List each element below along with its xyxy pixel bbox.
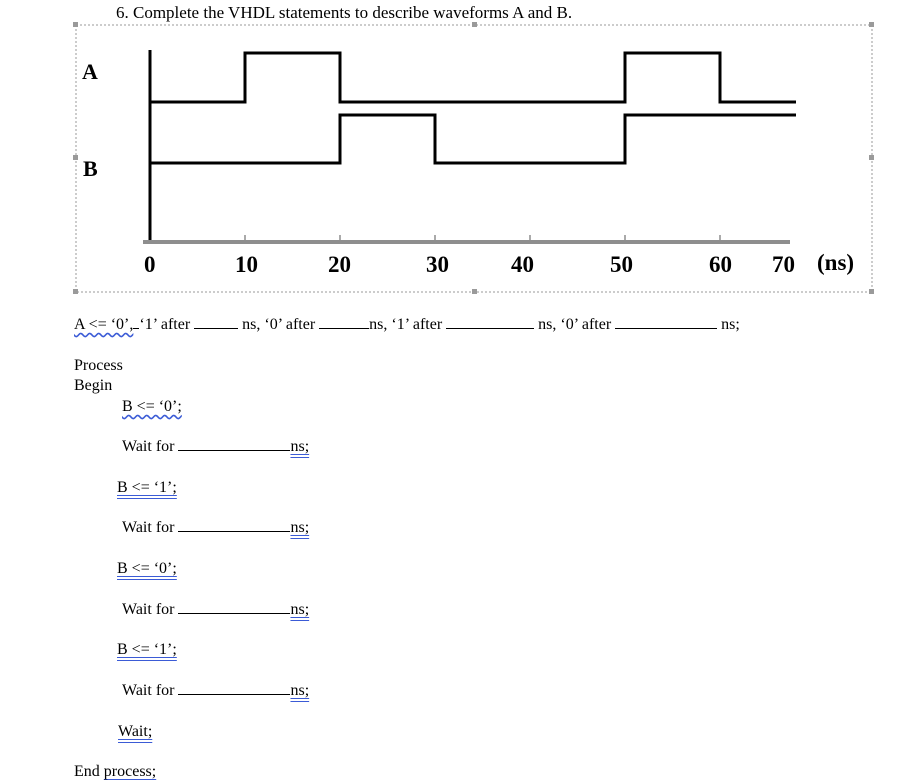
line-a-prefix: A <= ‘0’, xyxy=(74,316,134,333)
line-a-after3: ns, ‘1’ after xyxy=(369,316,443,333)
tick-label-60: 60 xyxy=(709,252,732,277)
tick-label-20: 20 xyxy=(328,252,351,277)
resize-handle[interactable] xyxy=(472,22,477,27)
blank-wait-3[interactable] xyxy=(178,612,290,614)
line-a-after4: ns, ‘0’ after xyxy=(538,316,612,333)
waveform-a xyxy=(150,53,796,102)
begin-keyword: Begin xyxy=(74,377,113,394)
wait-stmt-1: Wait for ns; xyxy=(122,438,310,455)
blank-a3[interactable] xyxy=(446,327,534,329)
signal-label-b: B xyxy=(83,156,98,181)
resize-handle[interactable] xyxy=(472,289,477,294)
blank-wait-1[interactable] xyxy=(178,449,290,451)
wait-final: Wait; xyxy=(118,723,153,740)
tick-label-50: 50 xyxy=(610,252,633,277)
resize-handle[interactable] xyxy=(869,289,874,294)
tick-label-70: 70 xyxy=(772,252,795,277)
process-keyword: Process xyxy=(74,357,123,374)
blank-wait-4[interactable] xyxy=(178,693,290,695)
line-a-after1: ‘1’ after xyxy=(139,316,191,333)
wait-stmt-4: Wait for ns; xyxy=(122,682,310,699)
blank-wait-2[interactable] xyxy=(178,530,290,532)
stmt-b0: B <= ‘0’; xyxy=(122,398,182,415)
blank-a1[interactable] xyxy=(194,327,238,329)
unit-label: (ns) xyxy=(817,250,855,275)
figure-frame xyxy=(76,25,872,292)
tick-label-10: 10 xyxy=(235,252,258,277)
wait-stmt-3: Wait for ns; xyxy=(122,601,310,618)
stmt-b1: B <= ‘1’; xyxy=(117,479,177,496)
blank-a2[interactable] xyxy=(319,327,369,329)
line-a-end: ns; xyxy=(721,316,740,333)
stmt-b3: B <= ‘1’; xyxy=(117,641,177,658)
blank-a4[interactable] xyxy=(615,327,717,329)
question-text: 6. Complete the VHDL statements to describe waveforms A and B. xyxy=(116,3,573,22)
line-a-after2: ns, ‘0’ after xyxy=(242,316,316,333)
waveform-b xyxy=(150,115,796,163)
tick-label-40: 40 xyxy=(511,252,534,277)
wait-stmt-2: Wait for ns; xyxy=(122,519,310,536)
resize-handle[interactable] xyxy=(73,289,78,294)
tick-label-0: 0 xyxy=(144,252,156,277)
resize-handle[interactable] xyxy=(869,155,874,160)
signal-label-a: A xyxy=(82,59,98,84)
end-process: End process; xyxy=(74,763,157,780)
resize-handle[interactable] xyxy=(73,155,78,160)
line-a xyxy=(74,316,740,334)
resize-handle[interactable] xyxy=(869,22,874,27)
stmt-b2: B <= ‘0’; xyxy=(117,560,177,577)
resize-handle[interactable] xyxy=(73,22,78,27)
tick-label-30: 30 xyxy=(426,252,449,277)
